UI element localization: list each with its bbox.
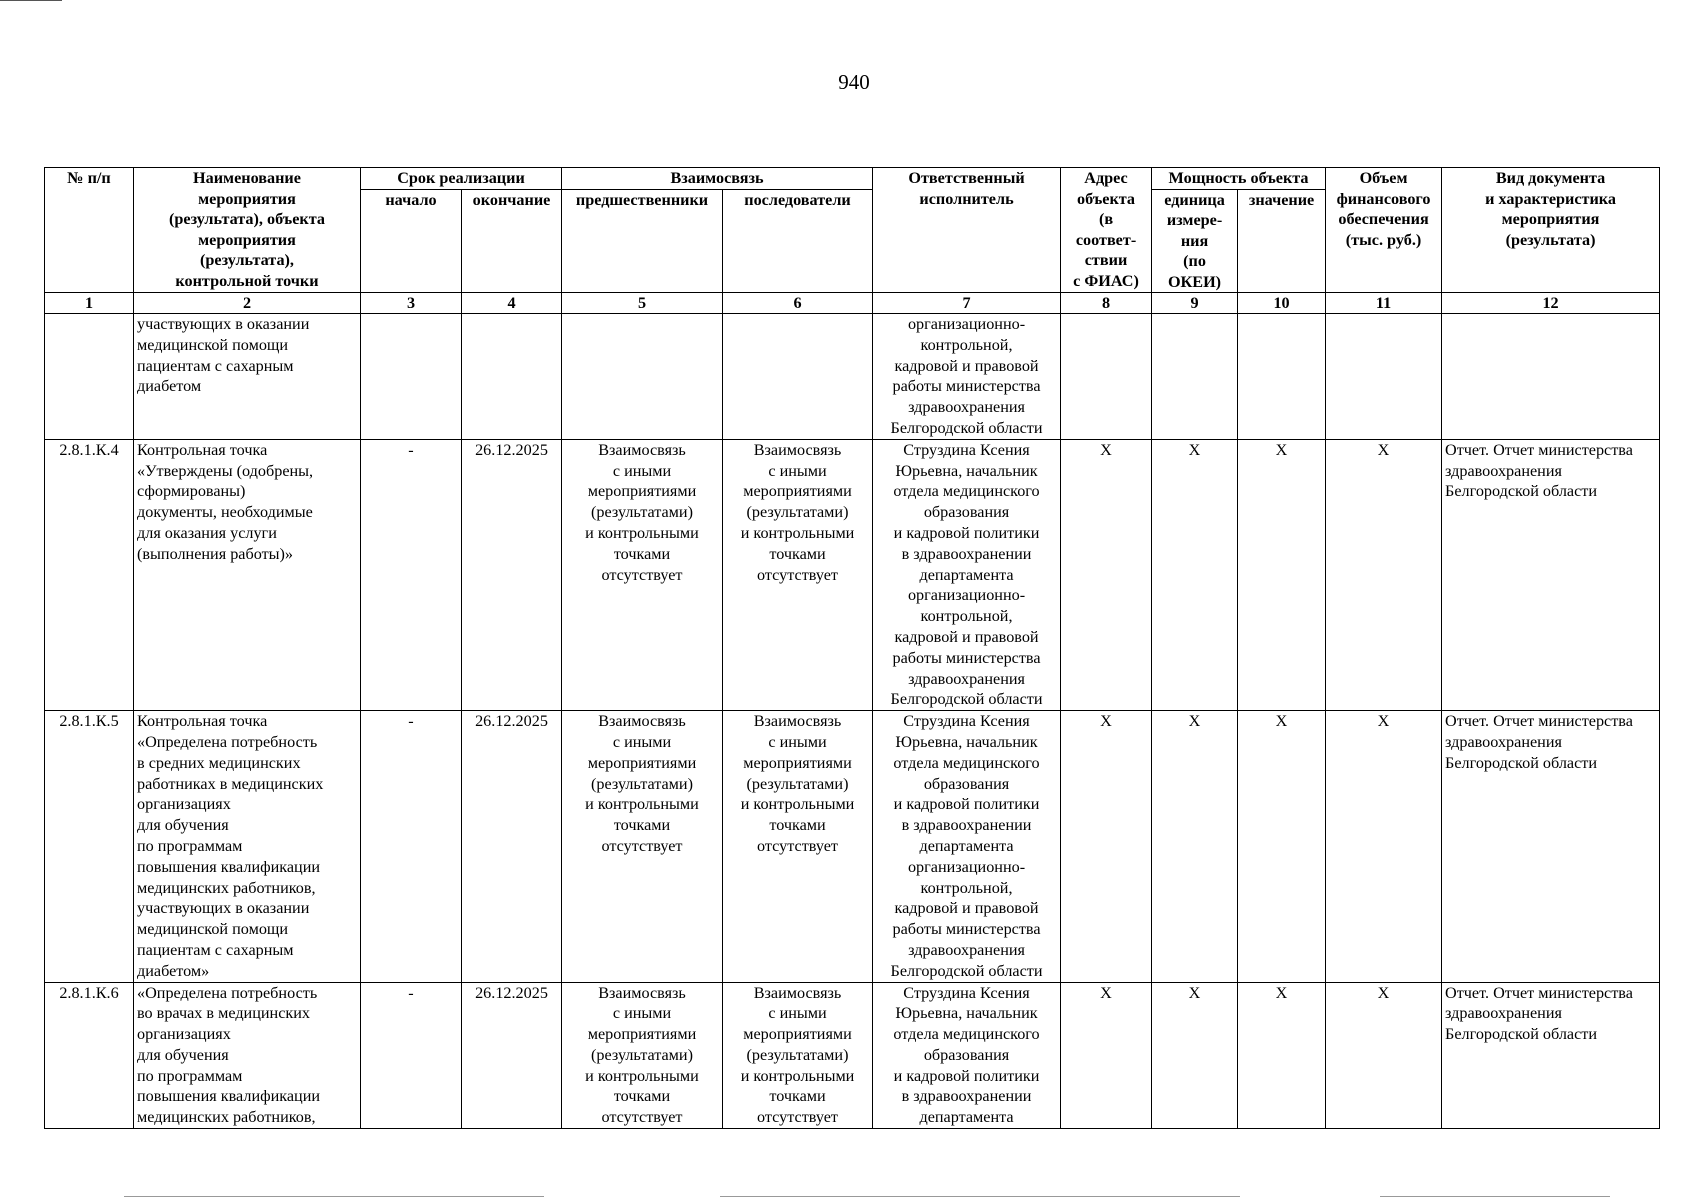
row-address xyxy=(1061,314,1152,440)
row-num: 2.8.1.К.6 xyxy=(45,982,134,1129)
column-number: 2 xyxy=(134,293,361,314)
row-unit: X xyxy=(1152,711,1238,982)
row-doc-type: Отчет. Отчет министерства здравоохранения Белгородской области xyxy=(1442,439,1660,710)
row-successors xyxy=(723,314,873,440)
column-number: 6 xyxy=(723,293,873,314)
row-start: - xyxy=(361,982,462,1129)
header-name: Наименование мероприятия (результата), объекта мероприятия (результата), контрольной точки xyxy=(134,168,361,293)
row-address: X xyxy=(1061,982,1152,1129)
row-unit: X xyxy=(1152,982,1238,1129)
header-funding: Объем финансового обеспечения (тыс. руб.) xyxy=(1326,168,1442,293)
row-end xyxy=(462,314,562,440)
header-address: Адрес объекта (в соответ- ствии с ФИАС) xyxy=(1061,168,1152,293)
row-funding: X xyxy=(1326,439,1442,710)
row-executor: Струздина Ксения Юрьевна, начальник отдела медицинского образования и кадровой политики в здравоохранении департамента xyxy=(873,982,1061,1129)
plan-table xyxy=(44,167,1660,1129)
header-relation: Взаимосвязь xyxy=(562,168,873,190)
row-predecessors xyxy=(562,314,723,440)
header-doc-type: Вид документа и характеристика мероприятия (результата) xyxy=(1442,168,1660,293)
column-number: 4 xyxy=(462,293,562,314)
column-number: 8 xyxy=(1061,293,1152,314)
header-term-start: начало xyxy=(361,189,462,293)
row-num: 2.8.1.К.5 xyxy=(45,711,134,982)
column-number: 5 xyxy=(562,293,723,314)
row-start: - xyxy=(361,439,462,710)
row-predecessors: Взаимосвязь с иными мероприятиями (результатами) и контрольными точками отсутствует xyxy=(562,982,723,1129)
header-term-end: окончание xyxy=(462,189,562,293)
scan-artifact-line xyxy=(124,1196,544,1197)
table-row xyxy=(45,982,1660,1129)
row-unit: X xyxy=(1152,439,1238,710)
header-successors: последователи xyxy=(723,189,873,293)
table-row xyxy=(45,314,1660,440)
row-start: - xyxy=(361,711,462,982)
row-address: X xyxy=(1061,711,1152,982)
table-row xyxy=(45,711,1660,982)
row-name: участвующих в оказании медицинской помощи пациентам с сахарным диабетом xyxy=(134,314,361,440)
row-successors: Взаимосвязь с иными мероприятиями (результатами) и контрольными точками отсутствует xyxy=(723,439,873,710)
row-name: Контрольная точка «Определена потребность в средних медицинских работниках в медицинских организациях для обучения по программам повышения квалификации медицинских работников, участвующих в оказании медицинской помощи пациентам с сахарным диабетом» xyxy=(134,711,361,982)
header-num: № п/п xyxy=(45,168,134,293)
column-number: 3 xyxy=(361,293,462,314)
header-term: Срок реализации xyxy=(361,168,562,190)
row-doc-type: Отчет. Отчет министерства здравоохранения Белгородской области xyxy=(1442,982,1660,1129)
row-name: Контрольная точка «Утверждены (одобрены, сформированы) документы, необходимые для оказания услуги (выполнения работы)» xyxy=(134,439,361,710)
row-doc-type: Отчет. Отчет министерства здравоохранения Белгородской области xyxy=(1442,711,1660,982)
scan-artifact-line xyxy=(0,0,62,1)
row-funding xyxy=(1326,314,1442,440)
row-value xyxy=(1238,314,1326,440)
row-end: 26.12.2025 xyxy=(462,711,562,982)
row-unit xyxy=(1152,314,1238,440)
column-number: 12 xyxy=(1442,293,1660,314)
row-name: «Определена потребность во врачах в медицинских организациях для обучения по программам повышения квалификации медицинских работников, xyxy=(134,982,361,1129)
row-executor: Струздина Ксения Юрьевна, начальник отдела медицинского образования и кадровой политики в здравоохранении департамента организационно- контрольной, кадровой и правовой работы министерства здравоохранения Белгородской области xyxy=(873,711,1061,982)
row-start xyxy=(361,314,462,440)
column-number: 11 xyxy=(1326,293,1442,314)
row-executor: организационно- контрольной, кадровой и правовой работы министерства здравоохранения Белгородской области xyxy=(873,314,1061,440)
row-num xyxy=(45,314,134,440)
row-successors: Взаимосвязь с иными мероприятиями (результатами) и контрольными точками отсутствует xyxy=(723,711,873,982)
row-predecessors: Взаимосвязь с иными мероприятиями (результатами) и контрольными точками отсутствует xyxy=(562,711,723,982)
page-number: 940 xyxy=(838,70,870,94)
header-value: значение xyxy=(1238,189,1326,293)
scan-artifact-line xyxy=(720,1196,1240,1197)
table-row xyxy=(45,439,1660,710)
column-number: 7 xyxy=(873,293,1061,314)
row-end: 26.12.2025 xyxy=(462,439,562,710)
row-end: 26.12.2025 xyxy=(462,982,562,1129)
row-funding: X xyxy=(1326,982,1442,1129)
row-value: X xyxy=(1238,982,1326,1129)
row-executor: Струздина Ксения Юрьевна, начальник отдела медицинского образования и кадровой политики в здравоохранении департамента организационно- контрольной, кадровой и правовой работы министерства здравоохранения Белгородской области xyxy=(873,439,1061,710)
column-number: 1 xyxy=(45,293,134,314)
row-value: X xyxy=(1238,711,1326,982)
row-address: X xyxy=(1061,439,1152,710)
row-predecessors: Взаимосвязь с иными мероприятиями (результатами) и контрольными точками отсутствует xyxy=(562,439,723,710)
header-unit: единица измере- ния (по ОКЕИ) xyxy=(1152,189,1238,293)
scan-artifact-line xyxy=(1380,1196,1610,1197)
row-funding: X xyxy=(1326,711,1442,982)
row-value: X xyxy=(1238,439,1326,710)
row-doc-type xyxy=(1442,314,1660,440)
header-executor: Ответственный исполнитель xyxy=(873,168,1061,293)
header-capacity: Мощность объекта xyxy=(1152,168,1326,190)
header-predecessors: предшественники xyxy=(562,189,723,293)
column-number: 9 xyxy=(1152,293,1238,314)
column-number: 10 xyxy=(1238,293,1326,314)
row-num: 2.8.1.К.4 xyxy=(45,439,134,710)
row-successors: Взаимосвязь с иными мероприятиями (результатами) и контрольными точками отсутствует xyxy=(723,982,873,1129)
